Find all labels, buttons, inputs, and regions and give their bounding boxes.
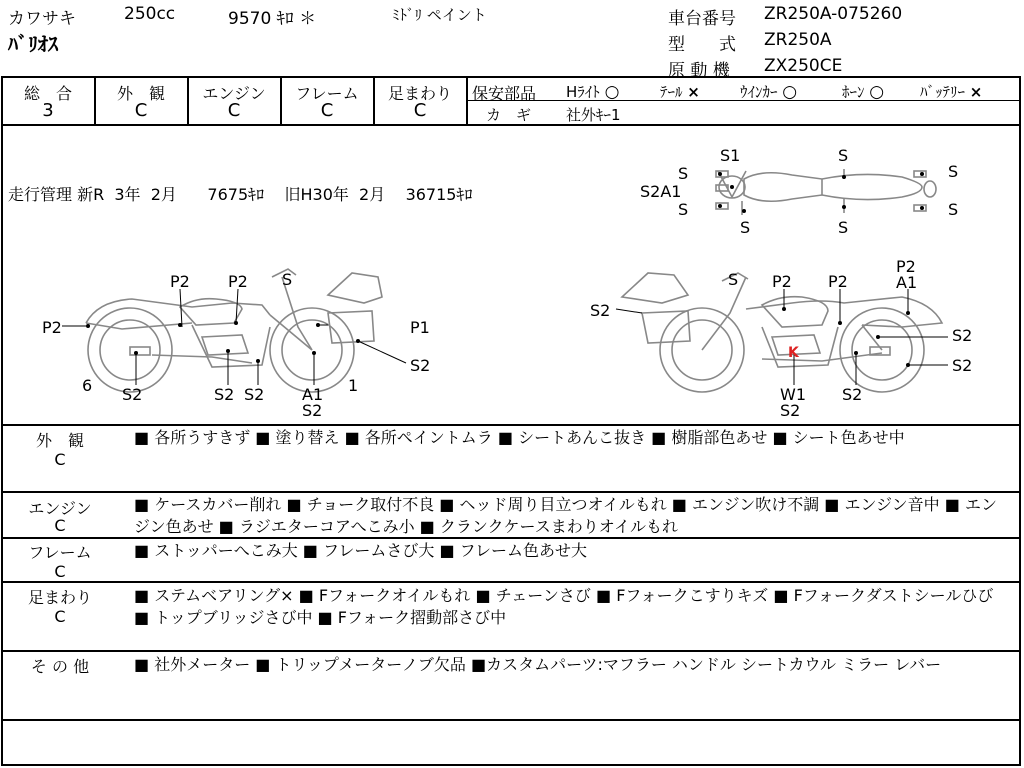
bike-top-view-icon bbox=[716, 169, 936, 215]
diagram-label: P2 bbox=[170, 272, 190, 291]
safety-item-name: ﾊﾞｯﾃﾘｰ bbox=[920, 83, 966, 101]
diagram-label: S2 bbox=[842, 385, 863, 404]
key-label: カ ギ bbox=[486, 106, 532, 124]
diagram-label: S2 bbox=[780, 401, 801, 420]
safety-item-mark: ○ bbox=[782, 82, 798, 102]
diagram-label: S2 bbox=[952, 326, 973, 345]
section-exterior-text: ■ 各所うすきず ■ 塗り替え ■ 各所ペイントムラ ■ シートあんこ抜き ■ 樹脂部色あせ ■ シート色あせ中 bbox=[134, 428, 905, 447]
diagram-label: S2 bbox=[590, 301, 611, 320]
mileage-history: 走行管理 新R 3年 2月 7675ｷﾛ 旧H30年 2月 36715ｷﾛ bbox=[8, 185, 473, 204]
section-suspension-label: 足まわり bbox=[27, 588, 92, 607]
diagram-label: P2 bbox=[896, 257, 916, 276]
diagram-label: A1 bbox=[896, 273, 918, 292]
odometer: 9570 ｷﾛ ＊ bbox=[228, 9, 317, 29]
grade-frame-value: C bbox=[320, 100, 334, 121]
section-suspension-text: ■ ステムベアリング× ■ Fフォークオイルもれ ■ チェーンさび ■ Fフォークこすりキズ ■ Fフォークダストシールひび ■ トップブリッジさび中 ■ Fフォーク摺動部さび中 bbox=[134, 586, 994, 627]
key-value: 社外ｷｰ1 bbox=[566, 106, 621, 124]
section-other-text: ■ 社外メーター ■ トリップメーターノブ欠品 ■カスタムパーツ:マフラー ハンドル シートカウル ミラー レバー bbox=[134, 655, 942, 674]
diagram-label: S bbox=[838, 218, 849, 237]
displacement: 250cc bbox=[124, 4, 176, 24]
diagram-label: S bbox=[838, 146, 849, 165]
section-exterior-grade: C bbox=[54, 450, 66, 469]
diagram-label: S2A1 bbox=[640, 182, 682, 201]
safety-item-name: ﾃｰﾙ bbox=[660, 83, 683, 101]
section-engine-text: ■ ケースカバー削れ ■ チョーク取付不良 ■ ヘッド周り目立つオイルもれ ■ エンジン吹け不調 ■ エンジン音中 ■ エンジン色あせ ■ ラジエターコアへこみ小 ■ クランクケースまわりオイルもれ bbox=[134, 495, 997, 536]
diagram-label: P2 bbox=[772, 272, 792, 291]
section-frame-text: ■ ストッパーへこみ大 ■ フレームさび大 ■ フレーム色あせ大 bbox=[134, 541, 588, 560]
grade-exterior-value: C bbox=[134, 100, 148, 121]
diagram-label: S bbox=[678, 164, 689, 183]
body-color: ﾐﾄﾞﾘ ペイント bbox=[392, 6, 487, 24]
safety-item-mark: × bbox=[969, 83, 983, 101]
divider bbox=[1, 719, 1021, 721]
diagram-label: S1 bbox=[720, 146, 741, 165]
section-exterior-label: 外 観 bbox=[35, 431, 84, 450]
diagram-label: S2 bbox=[122, 385, 143, 404]
model-type-label: 型 式 bbox=[668, 35, 736, 55]
safety-item-mark: × bbox=[687, 83, 700, 101]
diagram-label: A1 bbox=[302, 385, 324, 404]
engine-code: ZX250CE bbox=[764, 56, 843, 76]
damage-mark: K bbox=[788, 345, 799, 361]
divider bbox=[1, 491, 1021, 493]
model-name: ﾊﾞﾘｵｽ bbox=[8, 32, 58, 56]
safety-item-horn bbox=[842, 81, 884, 102]
safety-item-headlight bbox=[566, 81, 619, 102]
frame-number-label: 車台番号 bbox=[668, 9, 736, 29]
section-other-label: そ の 他 bbox=[30, 657, 90, 676]
grade-frame-label: フレーム bbox=[295, 84, 359, 103]
diagram-label: S bbox=[948, 162, 959, 181]
diagram-label: S bbox=[678, 200, 689, 219]
grade-suspension-label: 足まわり bbox=[387, 84, 452, 103]
divider bbox=[466, 77, 468, 125]
engine-code-label: 原 動 機 bbox=[668, 61, 730, 81]
safety-item-battery bbox=[920, 81, 982, 102]
safety-item-name: ﾎｰﾝ bbox=[842, 83, 865, 101]
divider bbox=[1, 581, 1021, 583]
diagram-label: S2 bbox=[952, 356, 973, 375]
grade-engine-label: エンジン bbox=[202, 84, 266, 103]
section-frame-grade: C bbox=[54, 562, 66, 581]
bike-damage-diagram bbox=[2, 127, 1022, 423]
diagram-label: P2 bbox=[42, 318, 62, 337]
frame-number: ZR250A-075260 bbox=[764, 4, 903, 24]
divider bbox=[1, 424, 1021, 426]
section-suspension-grade: C bbox=[54, 607, 66, 626]
safety-item-tail bbox=[660, 81, 700, 102]
diagram-label: 6 bbox=[82, 376, 93, 395]
diagram-label: P2 bbox=[228, 272, 248, 291]
divider bbox=[1, 650, 1021, 652]
grade-exterior-label: 外 観 bbox=[116, 84, 165, 103]
diagram-label: S bbox=[728, 270, 739, 289]
safety-item-name: ｳｲﾝｶｰ bbox=[740, 83, 778, 101]
grade-overall-value: 3 bbox=[42, 100, 54, 121]
section-engine-label: エンジン bbox=[28, 499, 92, 518]
diagram-label: S2 bbox=[302, 401, 323, 420]
diagram-label: S2 bbox=[214, 385, 235, 404]
grade-engine-value: C bbox=[227, 100, 241, 121]
grade-overall-label: 総 合 bbox=[23, 84, 72, 103]
safety-item-mark: ○ bbox=[869, 82, 885, 102]
grade-suspension-value: C bbox=[413, 100, 427, 121]
maker-name: カワサキ bbox=[8, 9, 76, 29]
diagram-label: P1 bbox=[410, 318, 430, 337]
safety-item-mark: ○ bbox=[604, 82, 620, 102]
safety-parts-label: 保安部品 bbox=[472, 84, 537, 103]
section-engine-grade: C bbox=[54, 516, 66, 535]
diagram-label: S bbox=[282, 270, 293, 289]
diagram-label: W1 bbox=[780, 385, 806, 404]
model-type: ZR250A bbox=[764, 30, 832, 50]
diagram-label: P2 bbox=[828, 272, 848, 291]
diagram-label: S2 bbox=[244, 385, 265, 404]
section-frame-label: フレーム bbox=[28, 543, 92, 562]
diagram-label: S bbox=[948, 200, 959, 219]
safety-item-name: Hﾗｲﾄ bbox=[566, 83, 600, 101]
diagram-label: 1 bbox=[348, 376, 359, 395]
diagram-label: S2 bbox=[410, 356, 431, 375]
diagram-label: S bbox=[740, 218, 751, 237]
safety-item-winker bbox=[740, 81, 797, 102]
